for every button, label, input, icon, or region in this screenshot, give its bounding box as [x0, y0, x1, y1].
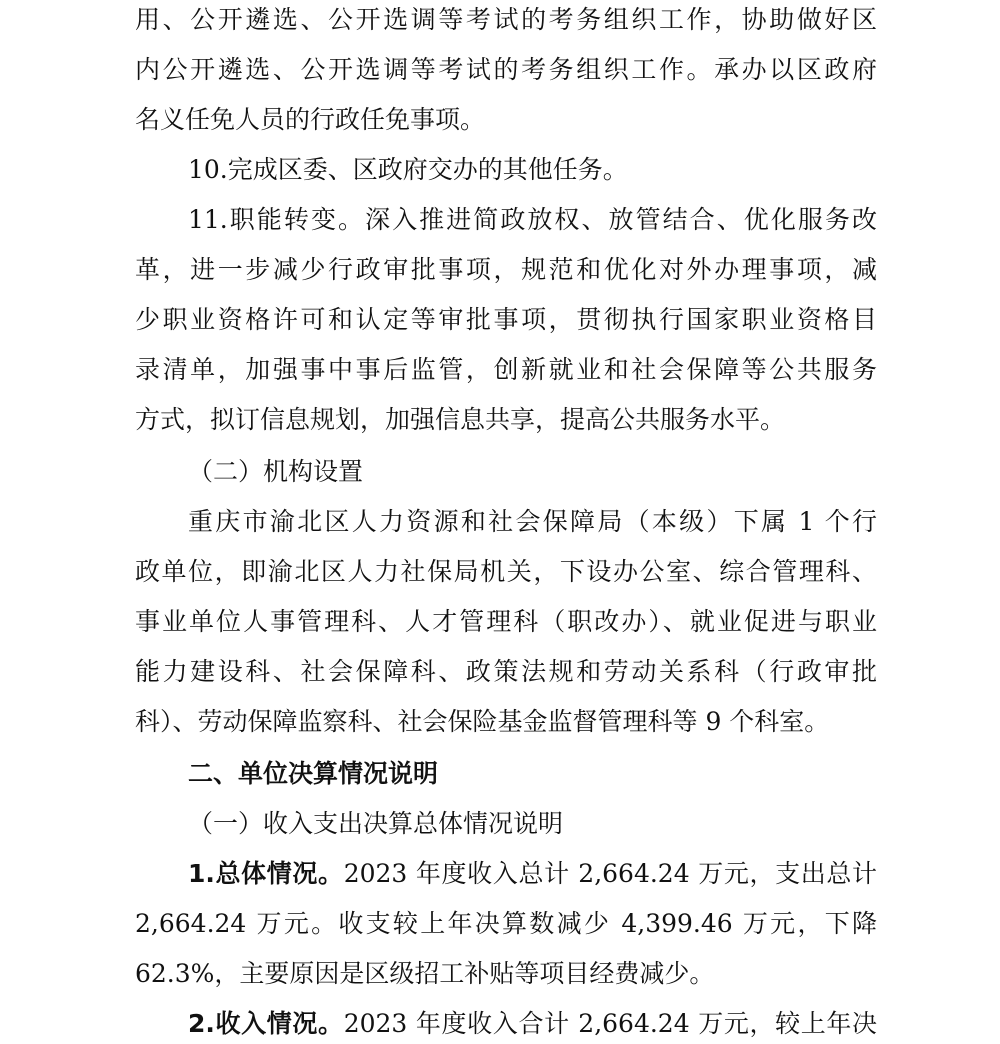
- paragraph-line: 政单位，即渝北区人力社保局机关，下设办公室、综合管理科、: [135, 557, 877, 586]
- paragraph-line: 名义任免人员的行政任免事项。: [135, 105, 486, 134]
- paragraph-line: 内公开遴选、公开选调等考试的考务组织工作。承办以区政府: [135, 55, 877, 84]
- paragraph-line: 用、公开遴选、公开选调等考试的考务组织工作，协助做好区: [135, 5, 877, 34]
- paragraph-line: 事业单位人事管理科、人才管理科（职改办）、就业促进与职业: [135, 607, 877, 636]
- subsection-heading-income-expense: （一）收入支出决算总体情况说明: [188, 809, 564, 838]
- paragraph-line: 少职业资格许可和认定等审批事项，贯彻执行国家职业资格目: [135, 305, 877, 334]
- paragraph-line: [188, 856, 877, 892]
- paragraph-line: 科）、劳动保障监察科、社会保险基金监督管理科等 9 个科室。: [135, 707, 830, 736]
- paragraph-line: 62.3%，主要原因是区级招工补贴等项目经费减少。: [135, 959, 715, 988]
- section-heading-accounts: 二、单位决算情况说明: [188, 759, 439, 788]
- paragraph-line: 革，进一步减少行政审批事项，规范和优化对外办理事项，减: [135, 255, 877, 284]
- list-item-10: 10.完成区委、区政府交办的其他任务。: [188, 155, 628, 184]
- paragraph-line: 方式，拟订信息规划，加强信息共享，提高公共服务水平。: [135, 405, 786, 434]
- paragraph-line: 能力建设科、社会保障科、政策法规和劳动关系科（行政审批: [135, 657, 877, 686]
- paragraph-line: 重庆市渝北区人力资源和社会保障局（本级）下属 1 个行: [188, 507, 877, 536]
- list-item-11: 11.职能转变。深入推进简政放权、放管结合、优化服务改: [188, 205, 877, 234]
- paragraph-line: 2,664.24 万元。收支较上年决算数减少 4,399.46 万元，下降: [135, 909, 877, 938]
- item-label-income: 2.收入情况。: [188, 1009, 344, 1038]
- item-label-overall: 1.总体情况。: [188, 859, 344, 888]
- paragraph-line: [188, 1006, 877, 1042]
- section-heading-org-setup: （二）机构设置: [188, 457, 364, 486]
- item-text: 2023 年度收入合计 2,664.24 万元，较上年决: [343, 1009, 877, 1038]
- item-text: 2023 年度收入总计 2,664.24 万元，支出总计: [343, 859, 877, 888]
- paragraph-line: 录清单，加强事中事后监管，创新就业和社会保障等公共服务: [135, 355, 877, 384]
